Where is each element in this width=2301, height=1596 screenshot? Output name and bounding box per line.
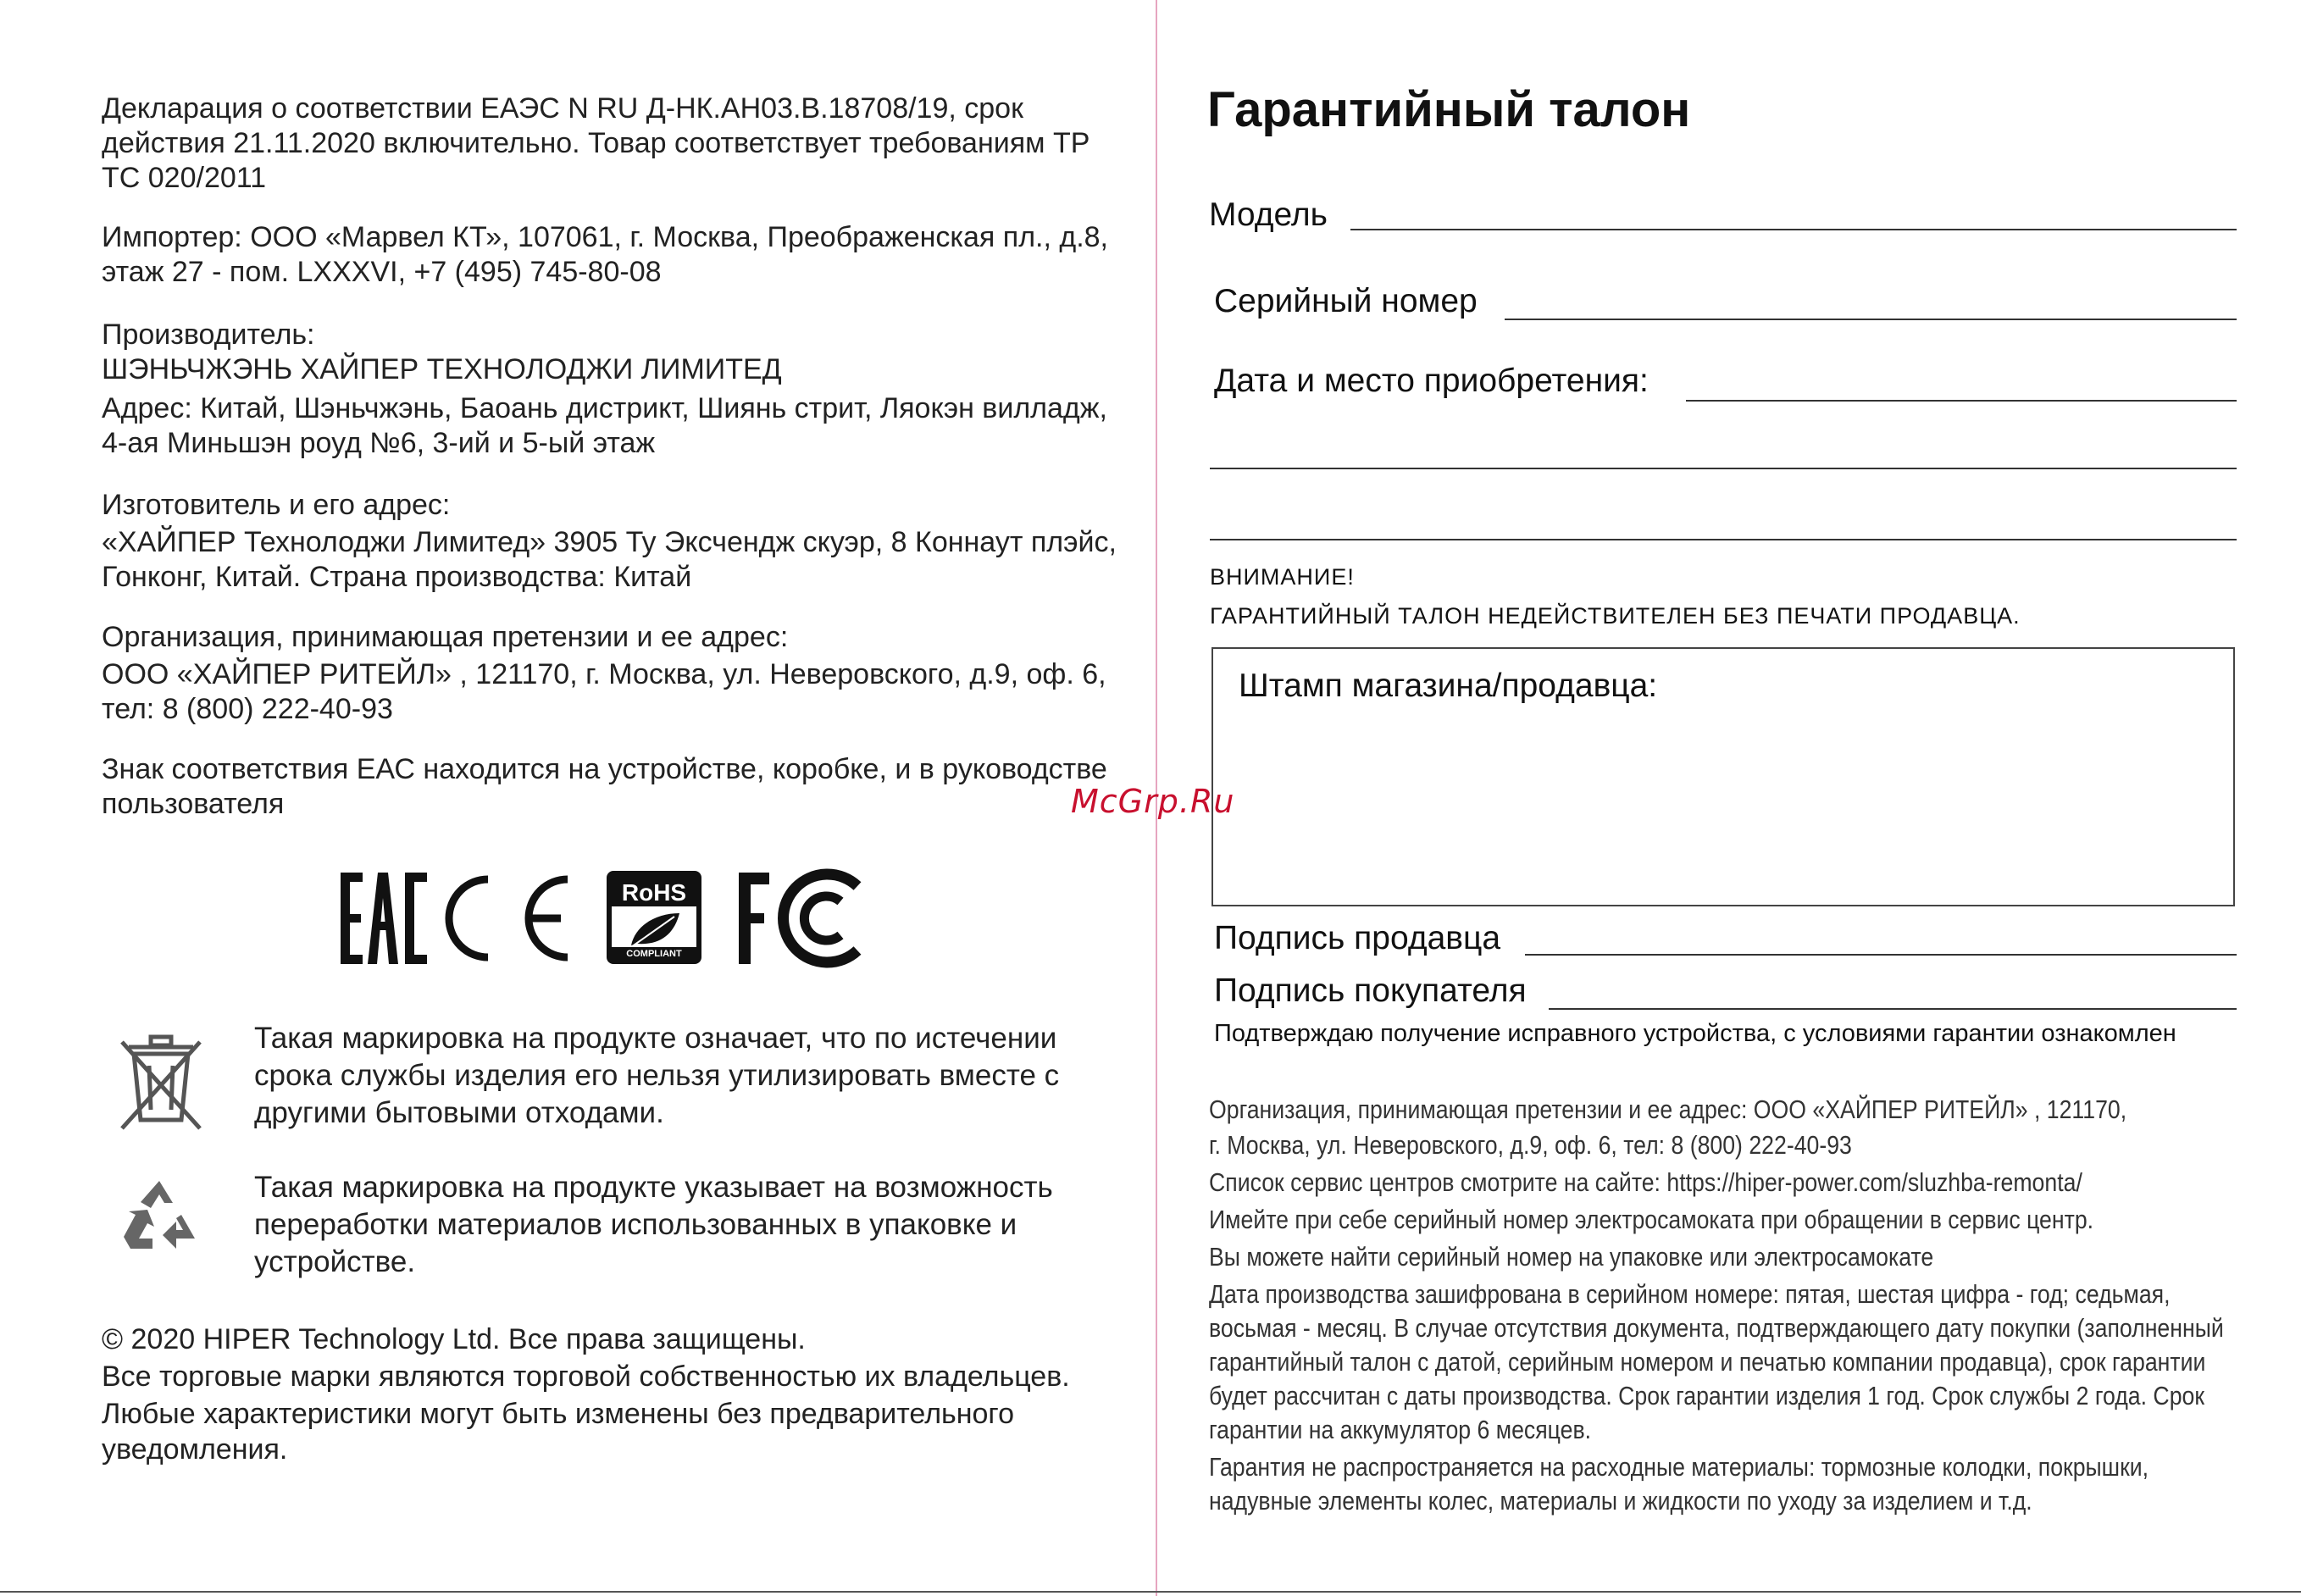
info-claims: Организация, принимающая претензии и ее адрес: ООО «ХАЙПЕР РИТЕЙЛ» , 121170, — [1209, 1094, 2127, 1124]
info-serial-note: Имейте при себе серийный номер электросамоката при обращении в сервис центр. — [1209, 1205, 2094, 1234]
producer-name: ШЭНЬЧЖЭНЬ ХАЙПЕР ТЕХНОЛОДЖИ ЛИМИТЕД — [102, 353, 782, 385]
purchase-label: Дата и место приобретения: — [1214, 363, 1649, 399]
serial-field[interactable] — [1505, 319, 2237, 320]
importer-text: Импортер: ООО «Марвел КТ», 107061, г. Москва, Преображенская пл., д.8, этаж 27 - пом. LXXXVI, +7 (495) 745-80-08 — [102, 221, 1109, 288]
eac-note: Знак соответствия ЕАС находится на устройстве, коробке, и в руководстве пользователя — [102, 753, 1107, 820]
rohs-compliant-label: COMPLIANT — [626, 949, 682, 959]
info-service-centers: Список сервис центров смотрите на сайте: https://hiper-power.com/sluzhba-remonta/ — [1209, 1167, 2082, 1197]
ce-logo — [449, 879, 568, 957]
attention-label: ВНИМАНИЕ! — [1210, 564, 1355, 590]
model-field[interactable] — [1350, 229, 2237, 230]
model-label: Модель — [1209, 197, 1328, 233]
certification-logos — [339, 866, 864, 967]
fcc-logo — [739, 873, 857, 964]
info-address: г. Москва, ул. Неверовского, д.9, оф. 6, тел: 8 (800) 222-40-93 — [1209, 1130, 1852, 1160]
crossed-bin-icon — [119, 1032, 203, 1132]
rohs-compliant-logo — [607, 871, 701, 964]
changes-text: Любые характеристики могут быть изменены без предварительного уведомления. — [102, 1398, 1014, 1466]
recycle-text: Такая маркировка на продукте указывает на возможность переработки материалов использованных в упаковке и устройстве. — [254, 1171, 1053, 1278]
claims-address: ООО «ХАЙПЕР РИТЕЙЛ» , 121170, г. Москва, ул. Неверовского, д.9, оф. 6, тел: 8 (800) 222-40-93 — [102, 658, 1106, 725]
purchase-field-line-3[interactable] — [1210, 539, 2237, 540]
producer-label: Производитель: — [102, 319, 315, 351]
stamp-box[interactable] — [1211, 647, 2235, 906]
seller-sign-field[interactable] — [1525, 954, 2237, 956]
buyer-sign-label: Подпись покупателя — [1214, 973, 1527, 1009]
watermark: McGrp.Ru — [1071, 783, 1235, 820]
recycle-icon — [117, 1176, 202, 1261]
claims-label: Организация, принимающая претензии и ее адрес: — [102, 621, 789, 653]
copyright-text: © 2020 HIPER Technology Ltd. Все права защищены. — [102, 1323, 806, 1355]
declaration-text: Декларация о соответствии ЕАЭС N RU Д-НК.АН03.В.18708/19, срок действия 21.11.2020 включительно. Товар соответствует требованиям ТР ТС 020/2011 — [102, 92, 1090, 194]
info-warranty-terms: Дата производства зашифрована в серийном номере: пятая, шестая цифра - год; седьмая, восьмая - месяц. В случае отсутствия документа, подтверждающего дату покупки (заполненный гарантийный талон с датой, серийным номером и печатью компании продавца), срок гарантии будет рассчитан с даты производства. Срок гарантии изделия 1 год. Срок службы 2 года. Срок гарантии на аккумулятор 6 месяцев. — [1209, 1279, 2224, 1444]
disposal-text: Такая маркировка на продукте означает, что по истечении срока службы изделия его нельзя утилизировать вместе с другими бытовыми отходами. — [254, 1022, 1060, 1129]
bottom-edge-line — [0, 1591, 2301, 1593]
producer-address: Адрес: Китай, Шэньчжэнь, Баоань дистрикт, Шиянь стрит, Ляокэн вилладж, 4-ая Миньшэн роуд №6, 3-ий и 5-ый этаж — [102, 392, 1107, 459]
seller-sign-label: Подпись продавца — [1214, 920, 1501, 956]
maker-label: Изготовитель и его адрес: — [102, 489, 451, 521]
page-title: Гарантийный талон — [1207, 82, 1691, 137]
purchase-field[interactable] — [1686, 400, 2237, 402]
stamp-label: Штамп магазина/продавца: — [1239, 668, 1658, 704]
buyer-sign-field[interactable] — [1549, 1008, 2237, 1010]
info-serial-location: Вы можете найти серийный номер на упаковке или электросамокате — [1209, 1242, 1934, 1272]
rohs-label: RoHS — [621, 879, 687, 906]
attention-text: ГАРАНТИЙНЫЙ ТАЛОН НЕДЕЙСТВИТЕЛЕН БЕЗ ПЕЧАТИ ПРОДАВЦА. — [1210, 603, 2021, 629]
serial-label: Серийный номер — [1214, 283, 1478, 319]
eac-logo — [341, 873, 427, 964]
info-exclusions: Гарантия не распространяется на расходные материалы: тормозные колодки, покрышки, надувные элементы колес, материалы и жидкости по уходу за изделием и т.д. — [1209, 1452, 2149, 1516]
confirmation-text: Подтверждаю получение исправного устройства, с условиями гарантии ознакомлен — [1214, 1020, 2176, 1047]
trademarks-text: Все торговые марки являются торговой собственностью их владельцев. — [102, 1360, 1070, 1393]
purchase-field-line-2[interactable] — [1210, 468, 2237, 469]
maker-address: «ХАЙПЕР Технолоджи Лимитед» 3905 Ту Эксчендж скуэр, 8 Коннаут плэйс, Гонконг, Китай. Страна производства: Китай — [102, 526, 1117, 593]
